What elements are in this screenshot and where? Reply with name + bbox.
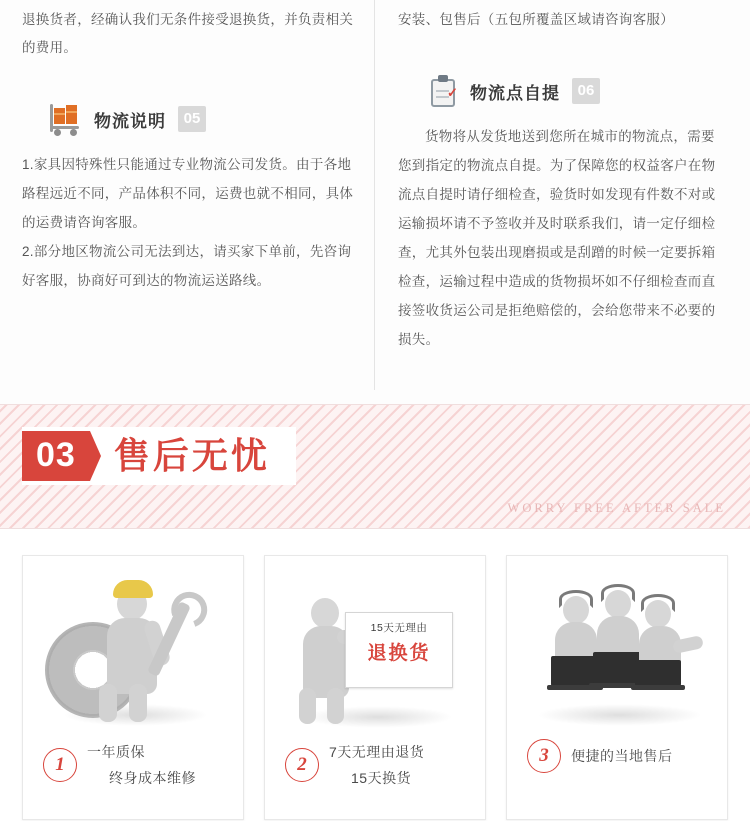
logistics-right-column — [374, 0, 726, 354]
sign-top-text: 15天无理由 — [370, 622, 428, 634]
card-number: 2 — [285, 748, 319, 782]
right-continued-text: 安装、包售后（五包所覆盖区域请咨询客服） — [398, 12, 674, 27]
banner-subtitle: WORRY FREE AFTER SALE — [507, 501, 726, 515]
card-local-service[interactable] — [506, 555, 728, 820]
section-number: 05 — [178, 106, 206, 132]
person-holding-return-sign-image — [275, 564, 475, 729]
card-warranty-footer — [23, 739, 243, 791]
return-sign — [345, 612, 453, 688]
column-divider — [374, 0, 375, 390]
after-sale-cards — [0, 529, 750, 821]
card-line-2: 终身成本维修 — [109, 770, 196, 786]
banner-number: 03 — [22, 431, 90, 481]
logistics-paragraph-2: 2.部分地区物流公司无法到达，请买家下单前，先咨询好客服，协商好可到达的物流运送路线。 — [22, 244, 352, 288]
section-number: 06 — [572, 78, 600, 104]
card-return-policy[interactable] — [264, 555, 486, 820]
sign-big-text: 退换货 — [367, 643, 431, 664]
after-sale-banner — [0, 404, 750, 529]
logistics-paragraph-1: 1.家具因特殊性只能通过专业物流公司发货。由于各地路程远近不同，产品体积不同，运费也就不相同，具体的运费请咨询客服。 — [22, 157, 354, 230]
section-heading-pickup — [398, 74, 726, 108]
section-heading-logistics — [22, 102, 356, 136]
truck-icon — [50, 102, 84, 136]
logistics-section — [0, 0, 750, 404]
card-number: 3 — [527, 739, 561, 773]
left-continued-text: 退换货者，经确认我们无条件接受退换货，并负责相关的费用。 — [22, 12, 354, 55]
card-warranty[interactable] — [22, 555, 244, 820]
banner-title: 售后无忧 — [113, 435, 270, 476]
card-number: 1 — [43, 748, 77, 782]
card-line-1: 便捷的当地售后 — [571, 748, 673, 764]
card-line-1: 7天无理由退货 — [329, 744, 425, 760]
section-title: 物流点自提 — [470, 83, 560, 103]
pickup-paragraph-1: 货物将从发货地送到您所在城市的物流点，需要您到指定的物流点自提。为了保障您的权益客户在物流点自提时请仔细检查，验货时如发现有件数不对或运输损坏请不予签收并及时联系我们，请一定仔细检查，尤其外包装出现磨损或是刮蹭的时候一定要拆箱检查，运输过程中造成的货物损坏如不仔细检查而直接签收货运公司是拒绝赔偿的，会给您带来不必要的损失。 — [398, 129, 716, 347]
clipboard-icon: ✓ — [426, 74, 460, 108]
worker-with-wrench-and-gear-image — [33, 564, 233, 729]
card-service-footer — [507, 739, 727, 773]
banner-label-group — [22, 427, 296, 485]
customer-service-team-image — [517, 564, 717, 729]
card-return-footer — [265, 739, 485, 791]
logistics-left-column — [22, 0, 374, 354]
card-line-2: 15天换货 — [351, 770, 412, 786]
section-title: 物流说明 — [94, 111, 166, 131]
card-line-1: 一年质保 — [87, 744, 145, 760]
